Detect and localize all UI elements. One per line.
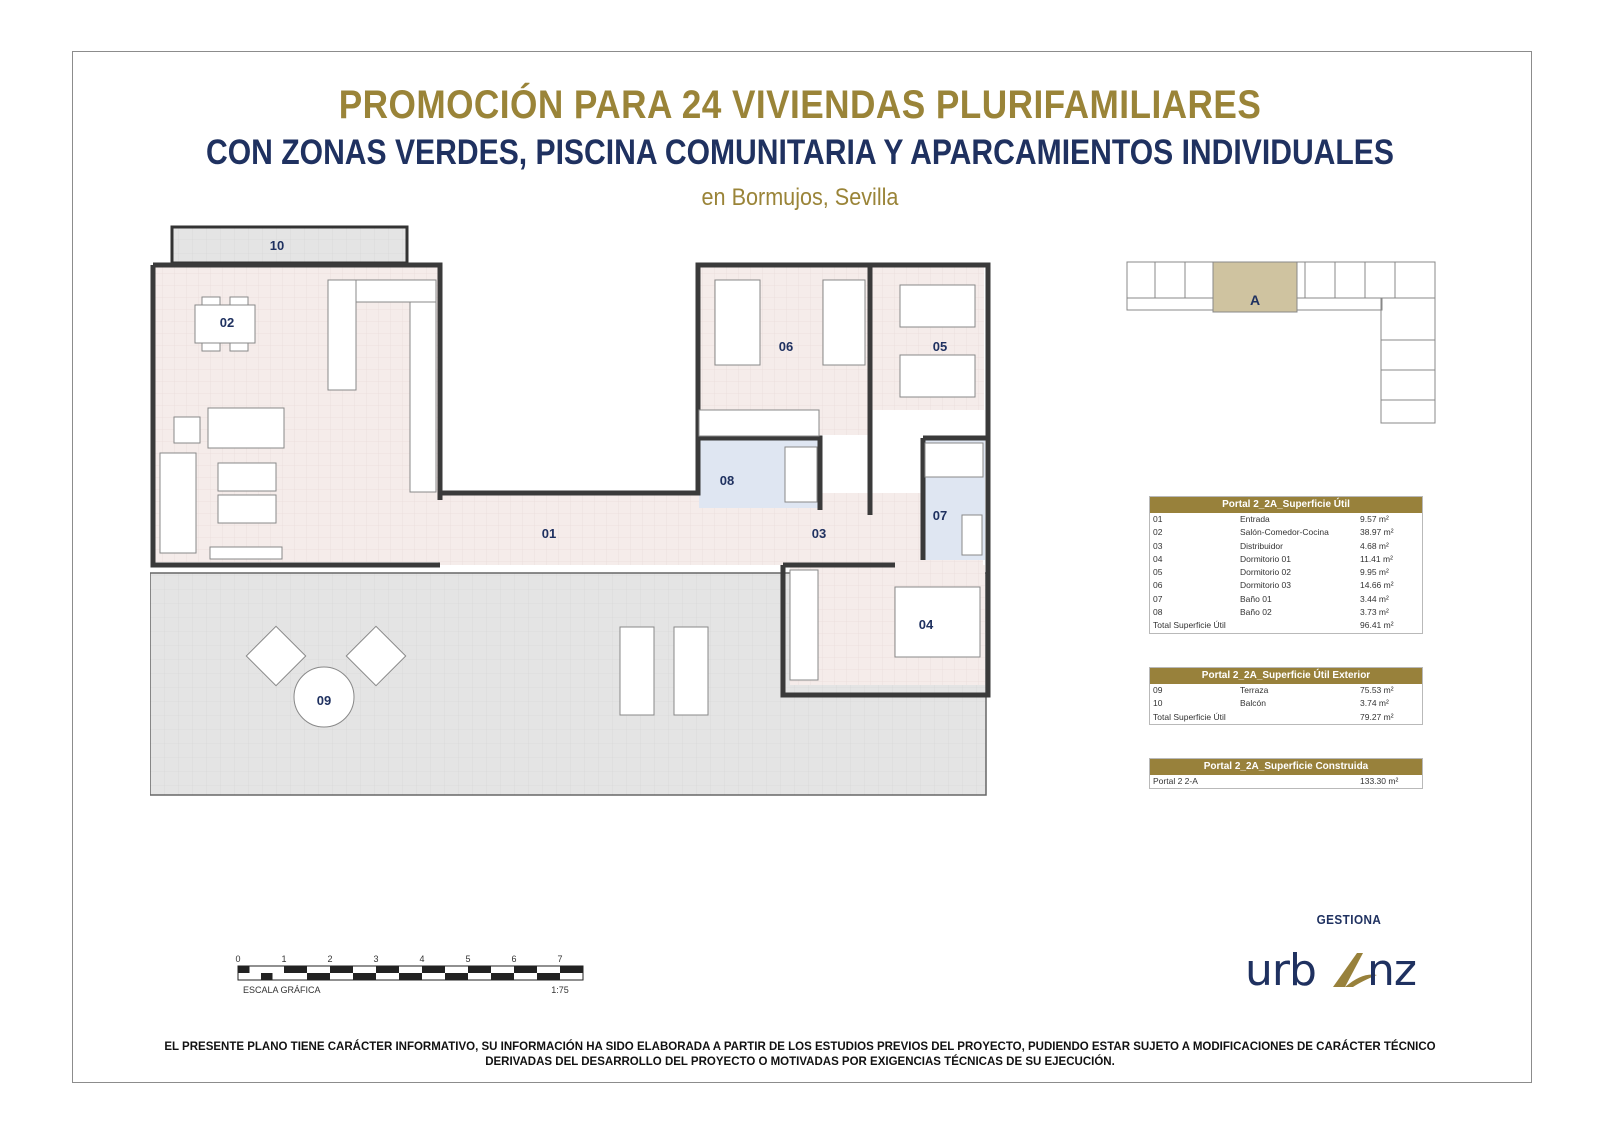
table-superficie-construida [1149,758,1423,789]
svg-text:7: 7 [557,954,563,964]
scale-label: ESCALA GRÁFICA [243,985,321,995]
svg-text:urb: urb [1245,945,1316,995]
room-label-04: 04 [918,617,934,632]
room-label-01: 01 [541,526,557,541]
svg-text:3: 3 [373,954,379,964]
table-row: 09 Terraza 75.53 m² [1153,685,1394,695]
table-row: 10 Balcón 3.74 m² [1153,698,1389,709]
gestiona-label: GESTIONA [1316,912,1382,927]
floor-plan [150,225,1010,825]
disclaimer [0,1040,1600,1070]
room-balcony [172,227,407,263]
scale-ratio: 1:75 [551,985,569,995]
room-label-07: 07 [932,508,948,523]
table-row: 04 Dormitorio 01 11.41 m² [1153,553,1393,564]
table-row: 07 Baño 01 3.44 m² [1153,593,1389,604]
table-row: 05 Dormitorio 02 9.95 m² [1153,567,1389,578]
scale-bar [235,952,595,997]
room-label-03: 03 [811,526,827,541]
location-text: en Bormujos, Sevilla [701,184,899,211]
table-row: 08 Baño 02 3.73 m² [1153,607,1389,618]
page-subtitle: CON ZONAS VERDES, PISCINA COMUNITARIA Y APARCAMIENTOS INDIVIDUALES [206,133,1394,172]
table-header: Portal 2_2A_Superficie Construida [1150,759,1422,775]
room-label-09: 09 [316,693,332,708]
svg-text:0: 0 [235,954,241,964]
svg-text:nz: nz [1367,945,1416,995]
svg-text:5: 5 [465,954,471,964]
table-header: Portal 2_2A_Superficie Útil [1150,497,1422,513]
room-label-10: 10 [269,238,285,253]
table-row: 06 Dormitorio 03 14.66 m² [1153,580,1394,591]
disclaimer-line-1: EL PRESENTE PLANO TIENE CARÁCTER INFORMATIVO, SU INFORMACIÓN HA SIDO ELABORADA A PARTIR DE LOS ESTUDIOS PREVIOS DEL PROYECTO, PUDIENDO ESTAR SUJETO A MODIFICACIONES DE CARÁCTER TÉCNICO [164,1041,1436,1053]
table-row: 01 Entrada 9.57 m² [1153,514,1389,524]
table-superficie-util [1149,496,1423,634]
svg-text:1: 1 [281,954,287,964]
room-label-02: 02 [219,315,235,330]
table-row: 03 Distribuidor 4.68 m² [1153,540,1389,551]
room-label-08: 08 [719,473,735,488]
svg-text:6: 6 [511,954,517,964]
table-total-row: Total Superficie Útil 96.41 m² [1153,620,1394,631]
table-row: Portal 2 2-A 133.30 m² [1153,776,1399,786]
table-total-row: Total Superficie Útil 79.27 m² [1153,711,1394,722]
key-plan-label: A [1249,292,1261,308]
svg-text:4: 4 [419,954,425,964]
svg-text:2: 2 [327,954,333,964]
page-title: PROMOCIÓN PARA 24 VIVIENDAS PLURIFAMILIARES [338,83,1262,127]
table-superficie-exterior [1149,667,1423,725]
table-row: 02 Salón-Comedor-Cocina 38.97 m² [1153,527,1394,538]
room-label-06: 06 [778,339,794,354]
room-label-05: 05 [932,339,948,354]
key-plan [1125,260,1445,430]
urbanz-logo [1245,945,1445,995]
disclaimer-line-2: DERIVADAS DEL DESARROLLO DEL PROYECTO O MOTIVADAS POR EXIGENCIAS TÉCNICAS DE SU EJECUCIÓN. [485,1056,1115,1068]
table-header: Portal 2_2A_Superficie Útil Exterior [1150,668,1422,684]
